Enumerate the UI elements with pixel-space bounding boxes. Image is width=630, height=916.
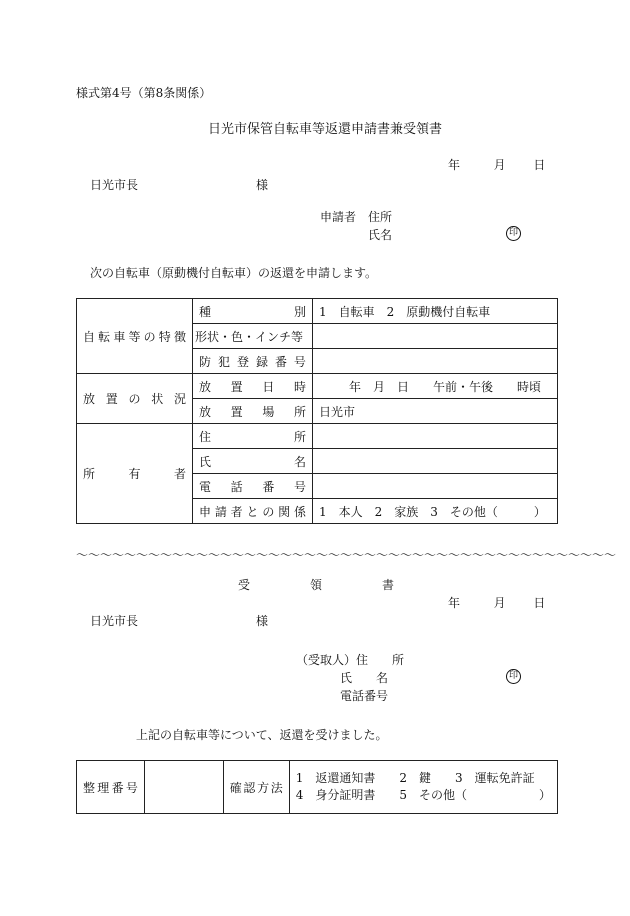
receipt-title-1: 受 [238, 578, 251, 592]
receipt-addressee-honorific: 様 [256, 614, 269, 628]
situation-section-label: 放 置 の 状 況 [77, 374, 193, 424]
owner-phone-label: 電 話 番 号 [193, 474, 313, 499]
verification-table [76, 760, 558, 814]
method-options-line-1: 1 返還通知書 2 鍵 3 運転免許証 [295, 771, 535, 785]
applicant-name-label: 氏名 [368, 228, 393, 242]
owner-phone-value[interactable] [313, 474, 558, 499]
reference-number-label: 整 理 番 号 [77, 761, 145, 814]
recipient-address-label: （受取人）住 所 [296, 653, 405, 667]
receipt-addressee: 日光市長 [90, 614, 139, 628]
document-title: 日光市保管自転車等返還申請書兼受領書 [208, 122, 443, 137]
owner-address-value[interactable] [313, 424, 558, 449]
addressee: 日光市長 [90, 178, 139, 192]
applicant-address-label: 住所 [368, 210, 393, 224]
crime-registration-value[interactable] [313, 349, 558, 374]
recipient-phone-label: 電話番号 [340, 689, 389, 703]
addressee-honorific: 様 [256, 178, 269, 192]
kind-label: 種 別 [193, 299, 313, 324]
reference-number-value[interactable] [144, 761, 223, 814]
abandon-datetime-value[interactable]: 年 月 日 午前・午後 時頃 [313, 374, 558, 399]
bicycle-info-table [76, 298, 558, 524]
owner-name-value[interactable] [313, 449, 558, 474]
cut-line-separator: 〜〜〜〜〜〜〜〜〜〜〜〜〜〜〜〜〜〜〜〜〜〜〜〜〜〜〜〜〜〜〜〜〜〜〜〜〜〜〜〜〜〜〜〜〜 [76, 548, 617, 562]
receipt-date-line [448, 594, 545, 611]
verification-method-label: 確 認 方 法 [223, 761, 289, 814]
abandon-datetime-label: 放 置 日 時 [193, 374, 313, 399]
date-month: 月 [493, 158, 506, 172]
date-line [448, 156, 545, 173]
abandon-place-value[interactable]: 日光市 [313, 399, 558, 424]
receipt-date-year: 年 [448, 596, 461, 610]
abandon-place-label: 放 置 場 所 [193, 399, 313, 424]
crime-registration-label: 防 犯 登 録 番 号 [193, 349, 313, 374]
receipt-date-month: 月 [493, 596, 506, 610]
form-number: 様式第4号（第8条関係） [76, 86, 212, 100]
seal-mark: 印 [506, 226, 521, 241]
request-text: 次の自転車（原動機付自転車）の返還を申請します。 [90, 266, 378, 280]
receipt-date-day: 日 [533, 596, 546, 610]
recipient-name-label: 氏 名 [340, 671, 389, 685]
receipt-title-2: 領 [310, 578, 323, 592]
applicant-label: 申請者 [320, 210, 357, 224]
receipt-seal-mark: 印 [506, 669, 521, 684]
shape-label: 形状・色・インチ等 [193, 324, 313, 349]
shape-value[interactable] [313, 324, 558, 349]
owner-name-label: 氏 名 [193, 449, 313, 474]
verification-method-options[interactable] [289, 761, 557, 814]
relation-label: 申 請 者 と の 関 係 [193, 499, 313, 524]
date-day: 日 [533, 158, 546, 172]
method-options-line-2: 4 身分証明書 5 その他（ ） [295, 788, 551, 802]
owner-address-label: 住 所 [193, 424, 313, 449]
features-section-label: 自 転 車 等 の 特 徴 [77, 299, 193, 374]
receipt-title-3: 書 [382, 578, 395, 592]
relation-value[interactable]: 1 本人 2 家族 3 その他（ ） [313, 499, 558, 524]
owner-section-label: 所 有 者 [77, 424, 193, 524]
receipt-statement: 上記の自転車等について、返還を受けました。 [136, 728, 388, 742]
kind-value: 1 自転車 2 原動機付自転車 [313, 299, 558, 324]
date-year: 年 [448, 158, 461, 172]
